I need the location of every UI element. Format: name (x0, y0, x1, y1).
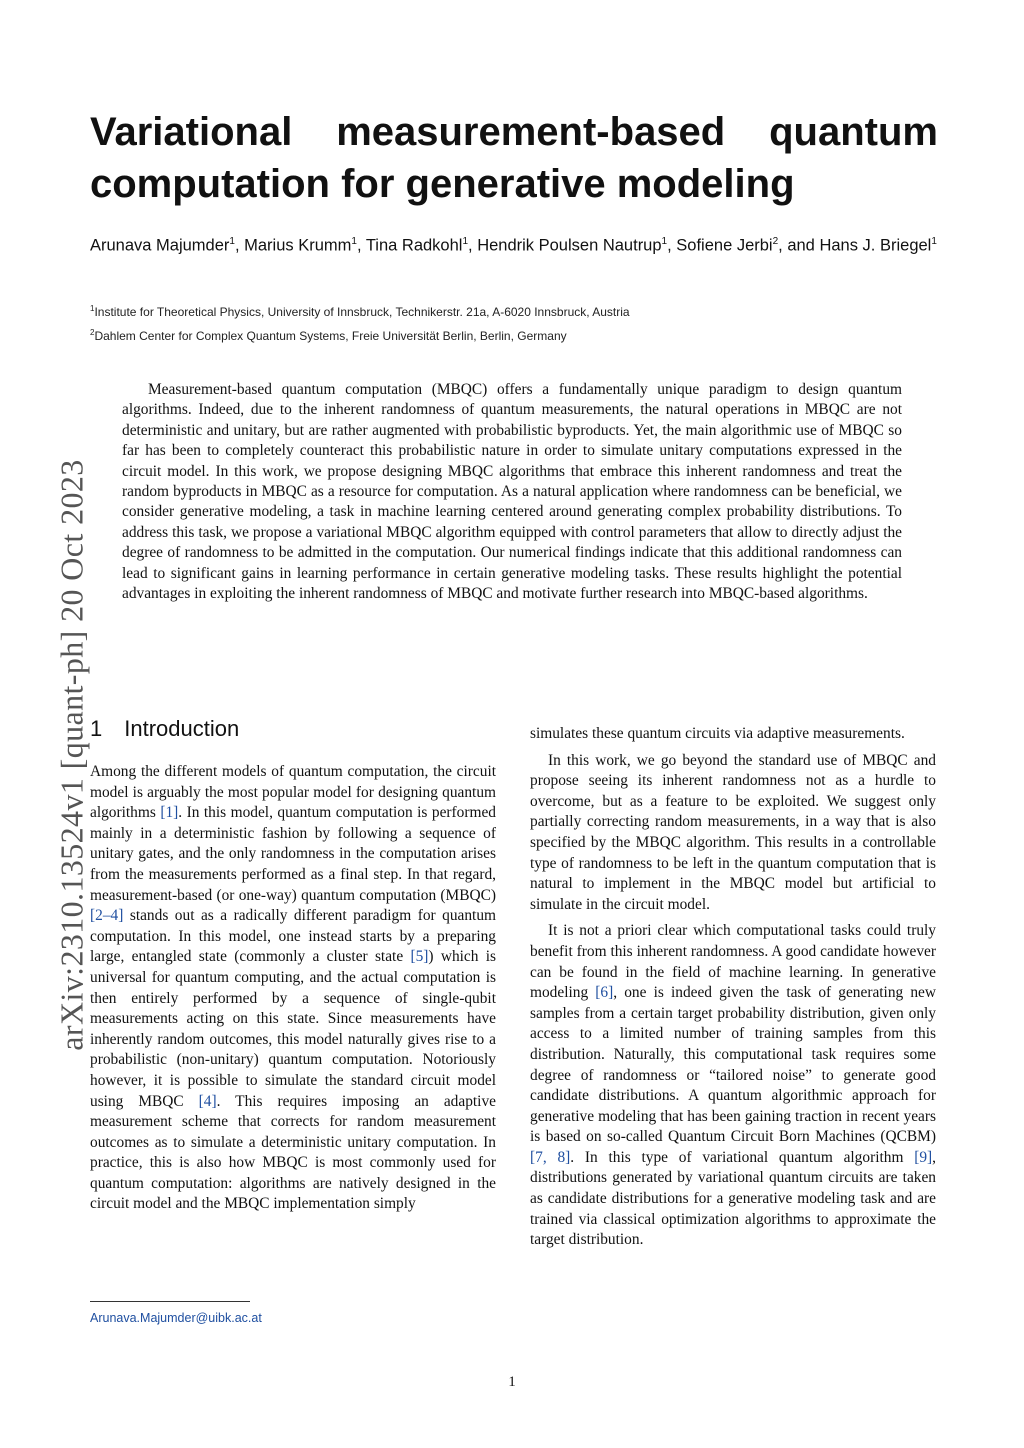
citation-link[interactable]: [6] (595, 984, 614, 1002)
author-name: Sofiene Jerbi (676, 236, 773, 255)
paper-title: Variational measurement-based quantum computation for generative modeling (90, 110, 938, 206)
author-affiliation-mark: 1 (931, 236, 937, 247)
affiliation-mark: 2 (90, 328, 95, 337)
author-affiliation-mark: 1 (351, 236, 357, 247)
affiliation-text: Institute for Theoretical Physics, University of Innsbruck, Technikerstr. 21a, A-6020 Innsbruck, Austria (94, 305, 630, 319)
author-name: Marius Krumm (244, 236, 352, 255)
affiliation-text: Dahlem Center for Complex Quantum Systems, Freie Universität Berlin, Berlin, Germany (94, 329, 567, 343)
affiliation-1 (90, 304, 938, 319)
author-name: Hendrik Poulsen Nautrup (477, 236, 662, 255)
citation-link[interactable]: [5] (410, 948, 429, 966)
author-separator: , (468, 236, 478, 255)
citation-link[interactable]: [7, 8] (530, 1148, 571, 1166)
intro-paragraph-1-continued: simulates these quantum circuits via adaptive measurements. (530, 725, 905, 742)
citation-link[interactable]: [9] (914, 1148, 933, 1166)
page-number: 1 (508, 1374, 516, 1390)
section-number: 1 (90, 716, 103, 741)
section-title: Introduction (124, 716, 240, 741)
section-heading (90, 716, 239, 742)
author-affiliation-mark: 2 (772, 236, 779, 247)
arxiv-identifier: arXiv:2310.13524v1 [quant-ph] 20 Oct 2023 (53, 459, 90, 1051)
author-name: Hans J. Briegel (819, 236, 932, 255)
footnote-email-link[interactable]: Arunava.Majumder@uibk.ac.at (90, 1311, 262, 1325)
author-separator: , (667, 236, 677, 255)
intro-paragraph-3: It is not a priori clear which computational tasks could truly benefit from this inherent randomness. A good candidate however can be found in the field of machine learning. In generative modeling [6], one is indeed given the task of generating new samples from a certain target probability distribution, given only access to a limited number of training samples from this distribution. Naturally, this computational task requires some degree of randomness or “tailored noise” to generate good candidate distributions. A quantum algorithmic approach for generative modeling that has been gaining traction in recent years is based on so-called Quantum Circuit Born Machines (QCBM) [7, 8]. In this type of variational quantum algorithm [9], distributions generated by variational quantum circuits are taken as candidate distributions for a generative modeling task and are trained via classical optimization algorithms to approximate the target distribution. (530, 922, 936, 1249)
intro-paragraph-1: Among the different models of quantum computation, the circuit model is arguably the most popular model for designing quantum algorithms [1]. In this model, quantum computation is performed mainly in a deterministic fashion by following a sequence of unitary gates, and the only randomness in the computation arises from the measurements performed as a final step. In that regard, measurement-based (or one-way) quantum computation (MBQC) [2–4] stands out as a radically different paradigm for quantum computation. In this model, one instead starts by a preparing large, entangled state (commonly a cluster state [5]) which is universal for quantum computing, and the actual computation is then entirely performed by a sequence of single-qubit measurements acting on this state. Since measurements have inherently random outcomes, this model naturally gives rise to a probabilistic (non-unitary) quantum computation. Notoriously however, it is possible to simulate the standard circuit model using MBQC [4]. This requires imposing an adaptive measurement scheme that corrects for random measurement outcomes as to simulate a deterministic unitary computation. In practice, this is also how MBQC is most commonly used for quantum computation: algorithms are natively designed in the circuit model and the MBQC implementation simply (90, 763, 497, 1213)
footnote-rule (90, 1301, 250, 1302)
affiliation-2 (90, 328, 938, 343)
citation-link[interactable]: [1] (160, 804, 179, 822)
author-affiliation-mark: 1 (229, 236, 235, 247)
affiliation-mark: 1 (90, 304, 95, 313)
author-affiliation-mark: 1 (462, 236, 469, 247)
author-separator: , and (778, 236, 820, 255)
left-column (90, 762, 496, 1221)
right-column (530, 724, 936, 1257)
author-affiliation-mark: 1 (661, 236, 668, 247)
abstract: Measurement-based quantum computation (MBQC) offers a fundamentally unique paradigm to design quantum algorithms. Indeed, due to the inherent randomness of quantum measurements, the natural operations in MBQC are not deterministic and unitary, but are rather augmented with probabilistic byproducts. Yet, the main algorithmic use of MBQC so far has been to completely counteract this probabilistic nature in order to simulate unitary computations expressed in the circuit model. In this work, we propose designing MBQC algorithms that embrace this inherent randomness and treat the random byproducts in MBQC as a resource for computation. As a natural application where randomness can be beneficial, we consider generative modeling, a task in machine learning centered around generating complex probability distributions. To address this task, we propose a variational MBQC algorithm equipped with control parameters that allow to directly adjust the degree of randomness to be admitted in the computation. Our numerical findings indicate that this additional randomness can lead to significant gains in learning performance in certain generative modeling tasks. These results highlight the potential advantages in exploiting the inherent randomness of MBQC and motivate further research into MBQC-based algorithms. (122, 381, 902, 603)
intro-paragraph-2: In this work, we go beyond the standard use of MBQC and propose seeing its inherent randomness not as a hurdle to overcome, but as a feature to be exploited. We suggest only partially correcting random measurements, in a way that is also specified by the MBQC algorithm. This results in a controllable type of randomness to be left in the quantum computation that is natural to implement in the MBQC model but artificial to simulate in the circuit model. (530, 751, 936, 913)
author-list (90, 230, 938, 258)
author-name: Arunava Majumder (90, 236, 230, 255)
author-name: Tina Radkohl (365, 236, 463, 255)
author-separator: , (234, 236, 245, 255)
citation-link[interactable]: [2–4] (90, 907, 124, 925)
author-separator: , (356, 236, 366, 255)
citation-link[interactable]: [4] (198, 1092, 217, 1110)
